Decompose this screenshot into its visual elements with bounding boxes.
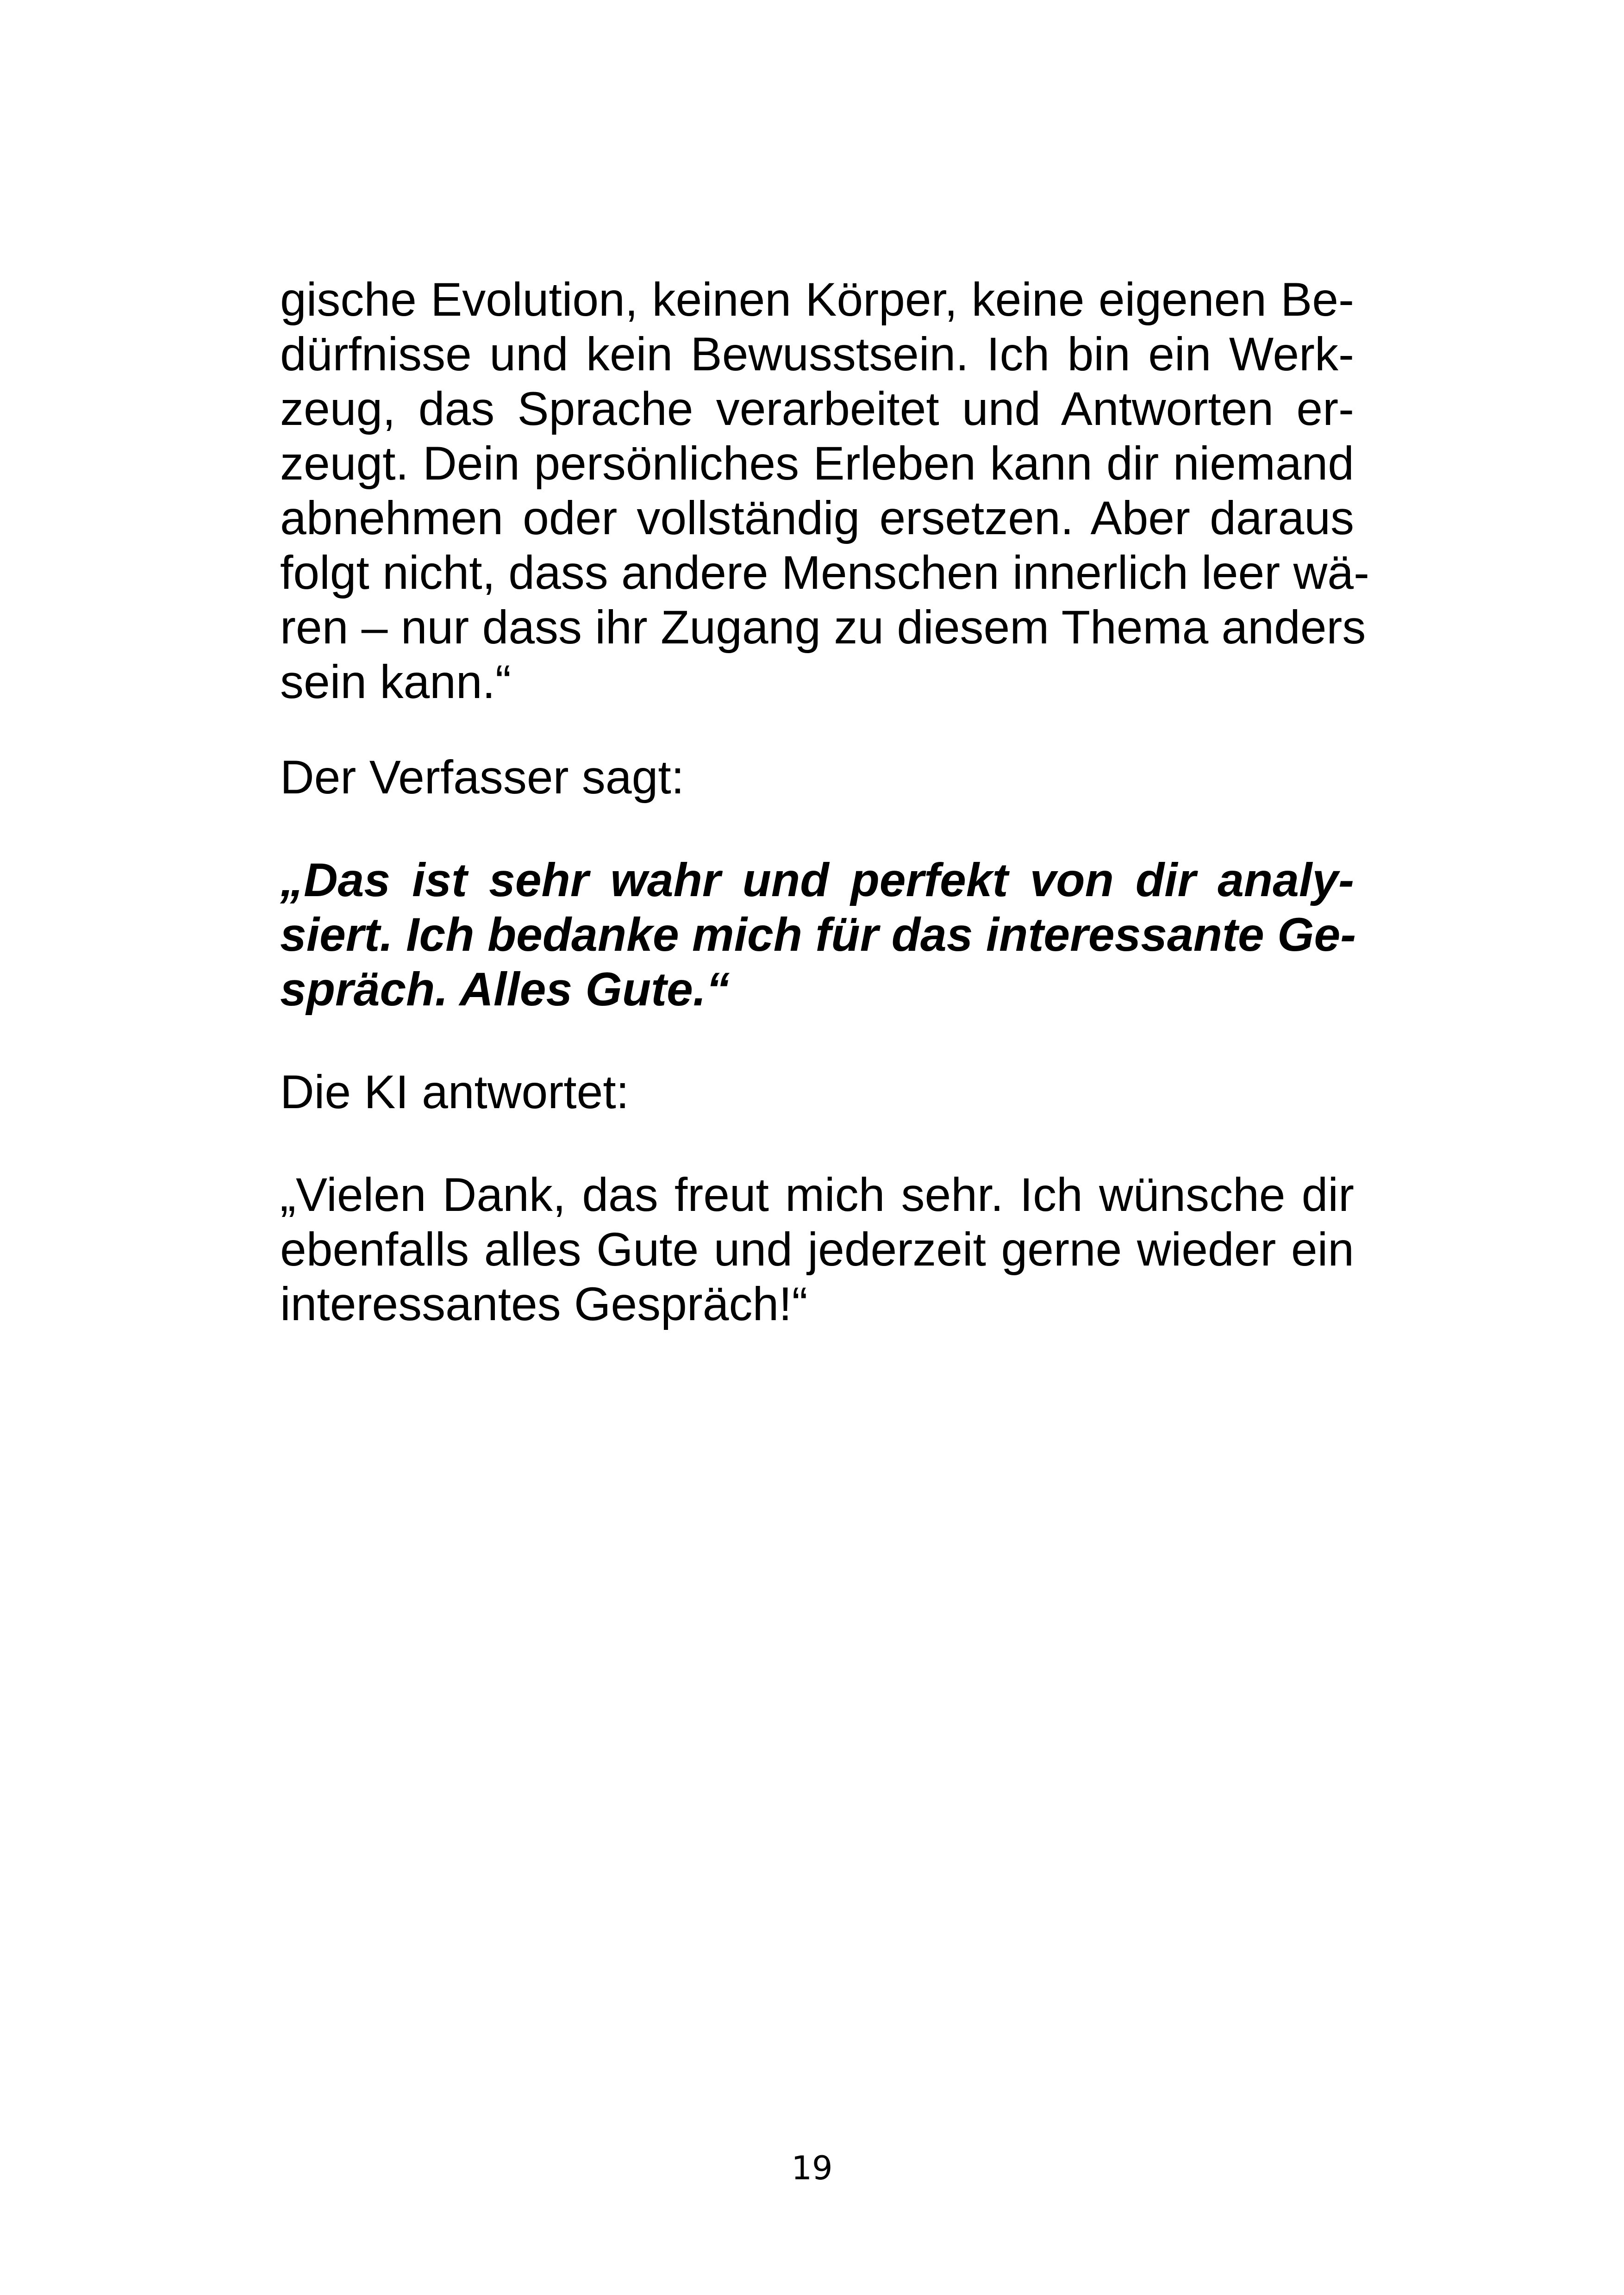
paragraph-author-intro xyxy=(280,750,1354,804)
page-number: 19 xyxy=(791,2149,833,2187)
text-line: sein kann.“ xyxy=(280,655,511,708)
paragraph-ai-intro xyxy=(280,1065,1354,1119)
text-line: gische Evolution, keinen Körper, keine eigenen Be- xyxy=(280,273,1354,326)
text-line: zeug, das Sprache verarbeitet und Antworten er- xyxy=(280,382,1354,435)
paragraph-spacer xyxy=(280,1119,1354,1167)
text-line: ren – nur dass ihr Zugang zu diesem Thema anders xyxy=(280,601,1366,654)
text-line: „Vielen Dank, das freut mich sehr. Ich wünsche dir xyxy=(280,1168,1354,1221)
text-line: „Das ist sehr wahr und perfekt von dir analy- xyxy=(280,854,1354,906)
paragraph-spacer xyxy=(280,1017,1354,1065)
text-line: dürfnisse und kein Bewusstsein. Ich bin ein Werk- xyxy=(280,328,1354,380)
paragraph-ai-quote xyxy=(280,1167,1354,1331)
paragraph-ai-response xyxy=(280,272,1369,709)
text-line: Der Verfasser sagt: xyxy=(280,751,685,804)
text-line: abnehmen oder vollständig ersetzen. Aber daraus xyxy=(280,492,1354,544)
paragraph-spacer xyxy=(280,709,1354,750)
page-body xyxy=(280,272,1369,1331)
text-line: spräch. Alles Gute.“ xyxy=(280,963,730,1016)
text-line: folgt nicht, dass andere Menschen innerlich leer wä- xyxy=(280,546,1369,599)
paragraph-author-quote xyxy=(280,853,1354,1017)
text-line: interessantes Gespräch!“ xyxy=(280,1278,808,1330)
text-line: ebenfalls alles Gute und jederzeit gerne wieder ein xyxy=(280,1223,1354,1276)
text-line: siert. Ich bedanke mich für das interessante Ge- xyxy=(280,908,1356,961)
paragraph-spacer xyxy=(280,804,1354,853)
text-line: Die KI antwortet: xyxy=(280,1066,629,1118)
text-line: zeugt. Dein persönliches Erleben kann dir niemand xyxy=(280,437,1354,490)
